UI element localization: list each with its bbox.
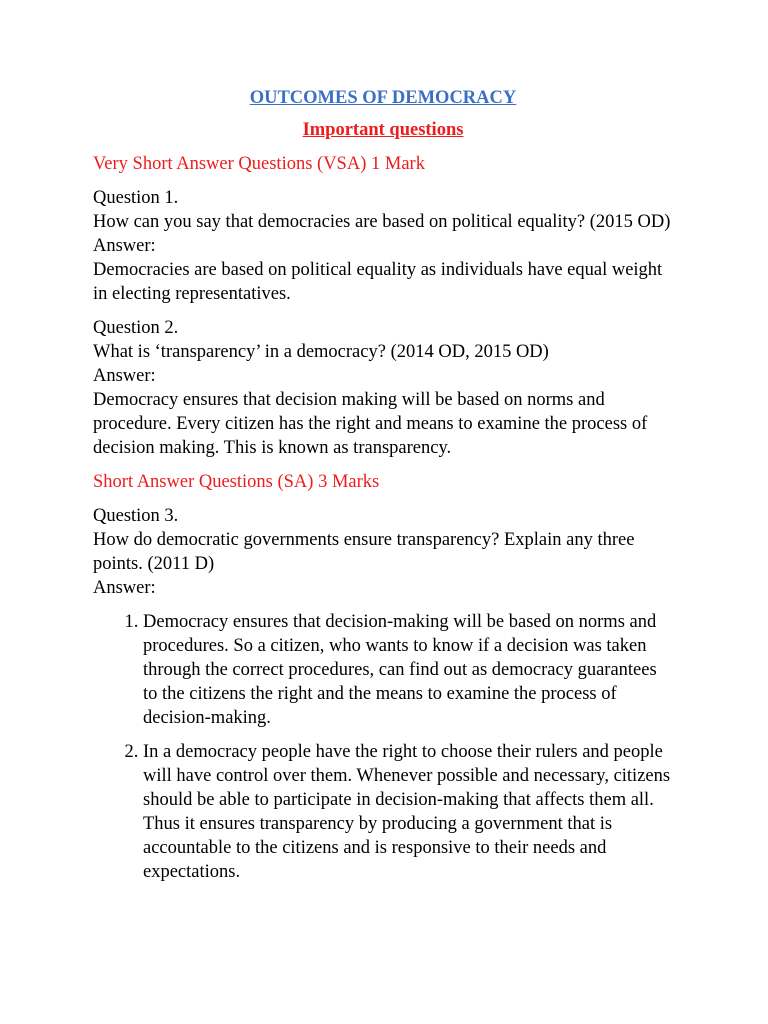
answer-label: Answer: — [93, 578, 156, 598]
answer-text: Democracy ensures that decision making will be based on norms and procedure. Every citizen has the right and means to examine the process of decision making. This is known as transparency. — [93, 390, 648, 458]
answer-points-list — [93, 610, 673, 884]
answer-point: 2. In a democracy people have the right to choose their rulers and people will have control over them. Whenever possible and necessary, citizens should be able to participate in decision-making that affects them all. Thus it ensures transparency by producing a government that is accountable to the citizens and is responsive to their needs and expectations. — [143, 740, 673, 884]
document-subtitle: Important questions — [302, 120, 464, 140]
question-block-1 — [93, 186, 673, 306]
question-block-2 — [93, 316, 673, 460]
section-heading-vsa: Very Short Answer Questions (VSA) 1 Mark — [93, 154, 425, 174]
document-title: OUTCOMES OF DEMOCRACY — [249, 88, 517, 108]
answer-point: 1. Democracy ensures that decision-making will be based on norms and procedures. So a citizen, who wants to know if a decision was taken through the correct procedures, can find out as democracy guarantees to the citizens the right and the means to examine the process of decision-making. — [143, 610, 673, 730]
answer-text: Democracies are based on political equality as individuals have equal weight in electing representatives. — [93, 260, 663, 304]
document-page — [93, 86, 673, 894]
question-label: Question 3. — [93, 506, 179, 526]
question-block-3 — [93, 504, 673, 884]
question-label: Question 2. — [93, 318, 179, 338]
answer-label: Answer: — [93, 236, 156, 256]
question-label: Question 1. — [93, 188, 179, 208]
answer-label: Answer: — [93, 366, 156, 386]
question-text: How can you say that democracies are based on political equality? (2015 OD) — [93, 212, 671, 232]
section-heading-sa: Short Answer Questions (SA) 3 Marks — [93, 472, 380, 492]
question-text: How do democratic governments ensure transparency? Explain any three points. (2011 D) — [93, 530, 635, 574]
question-text: What is ‘transparency’ in a democracy? (2014 OD, 2015 OD) — [93, 342, 549, 362]
